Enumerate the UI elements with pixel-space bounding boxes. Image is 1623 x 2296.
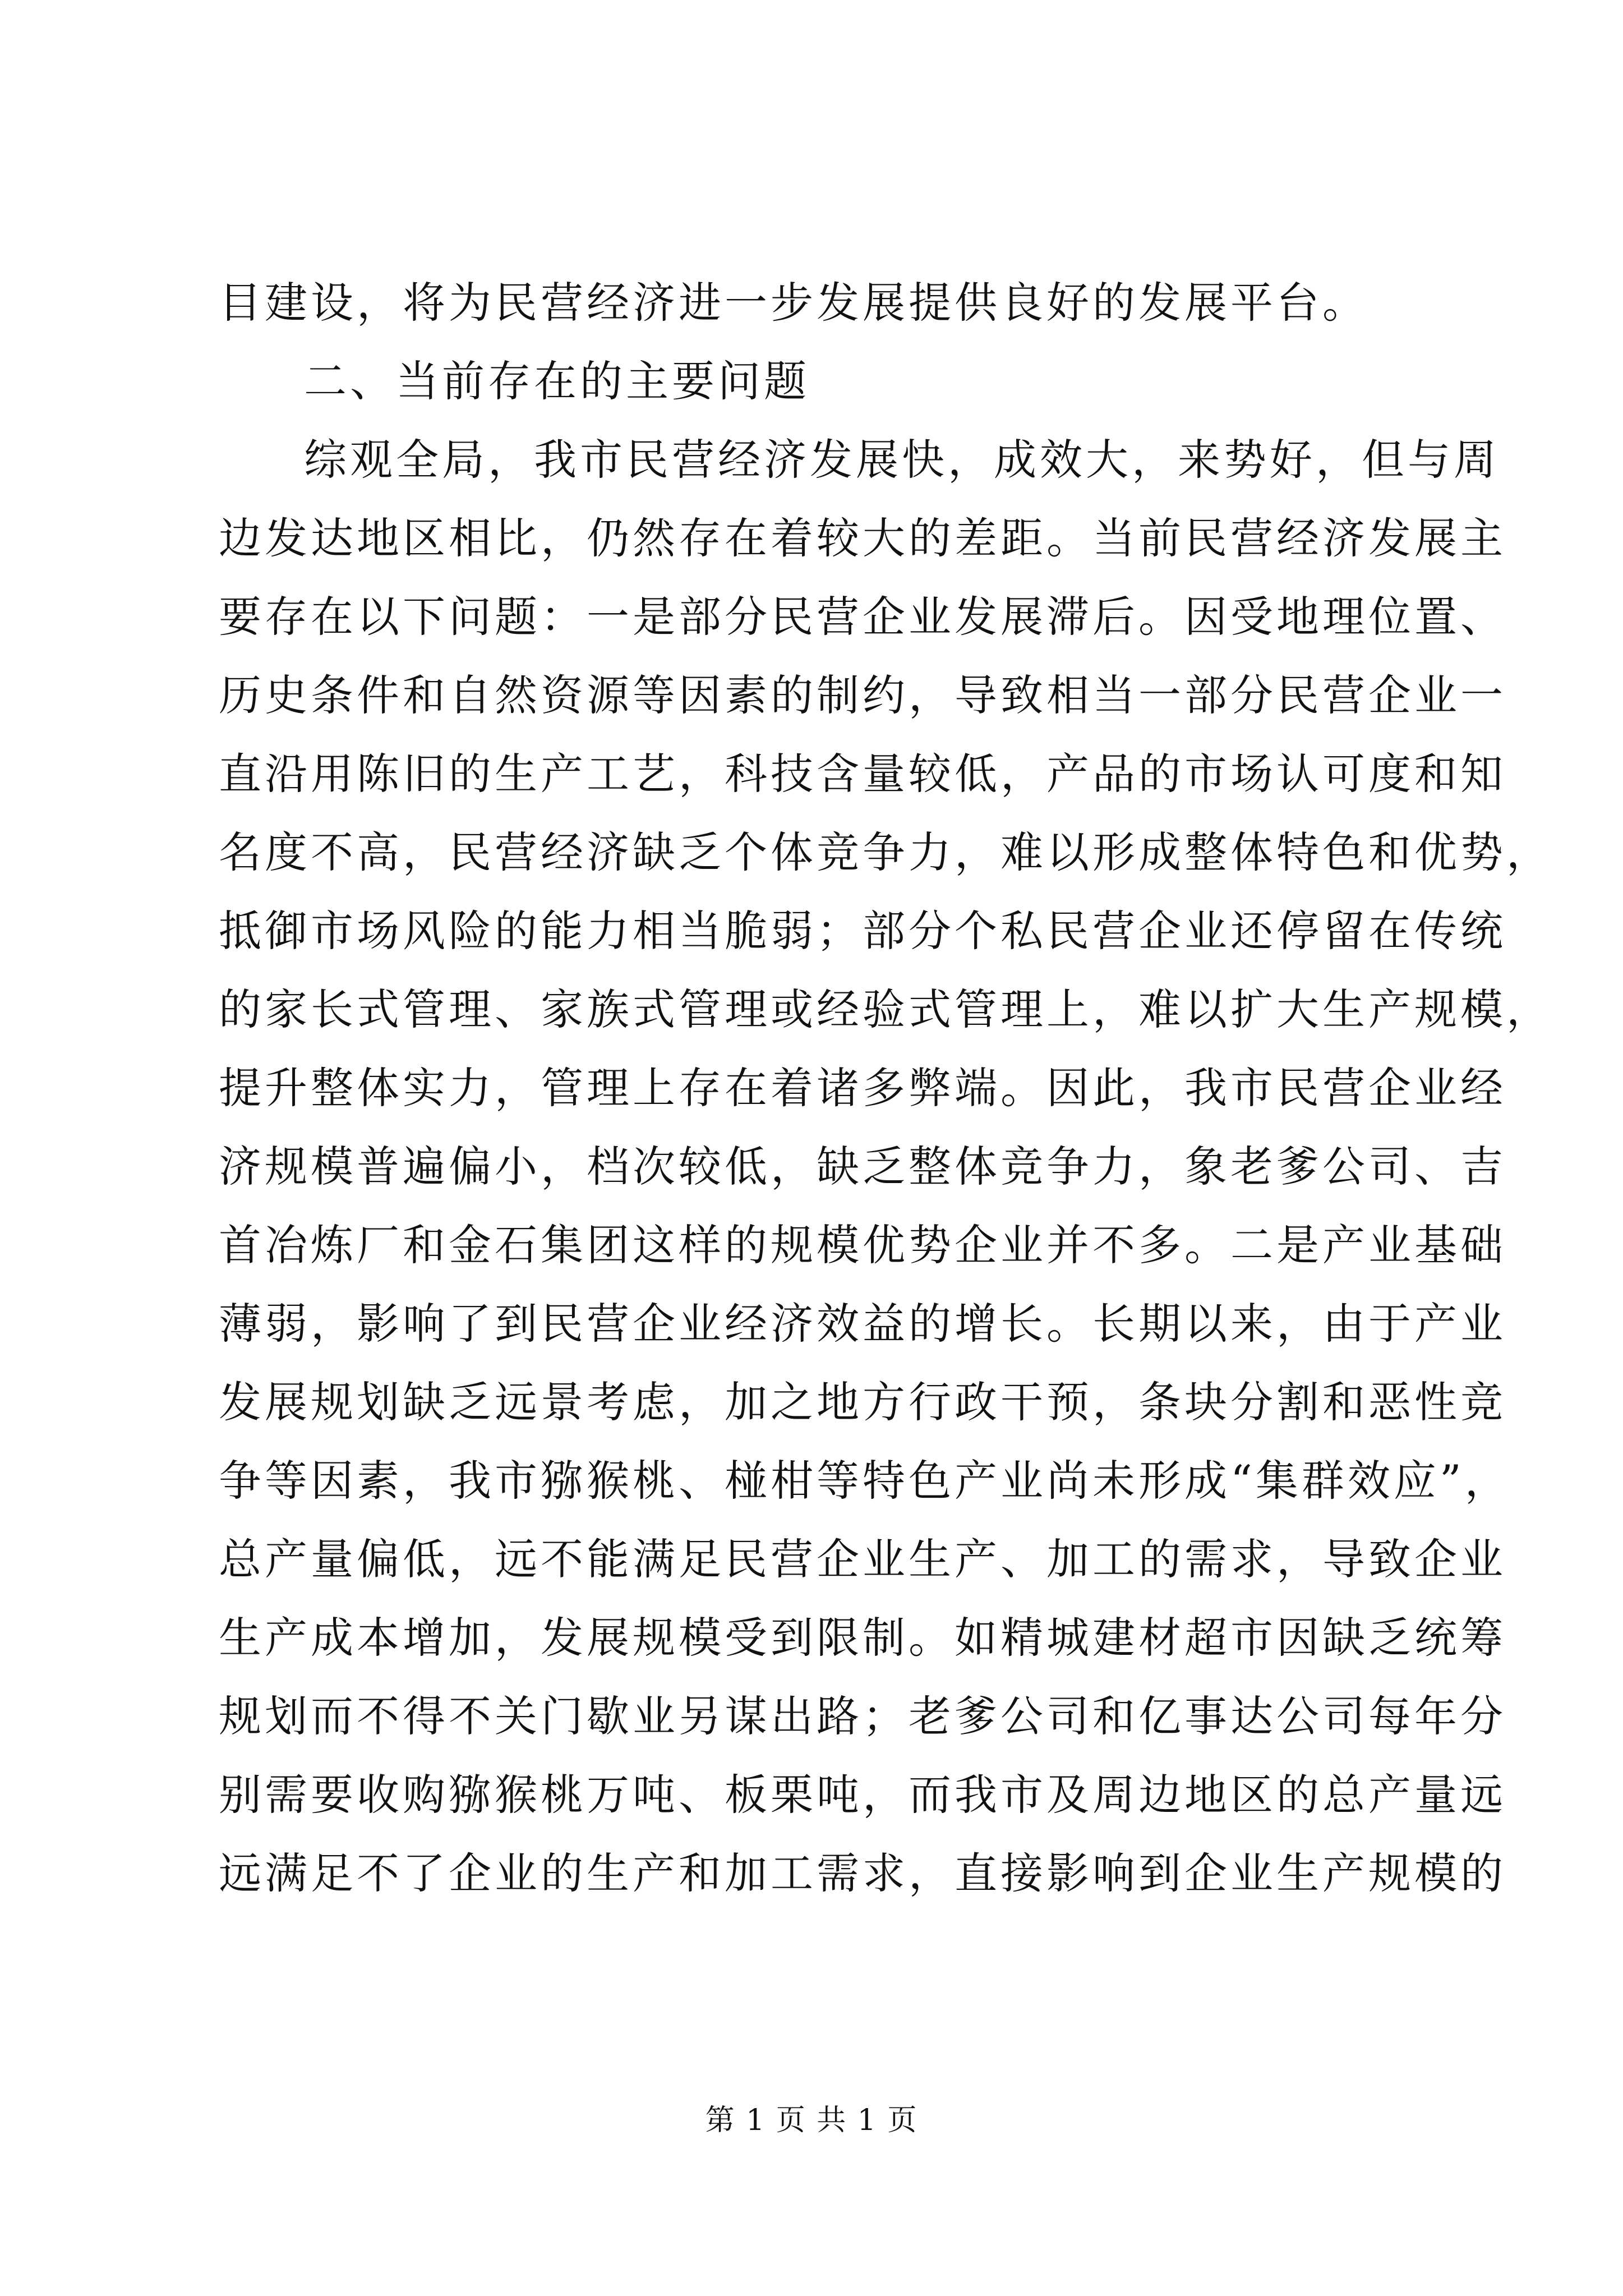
paragraph-line: 发展规划缺乏远景考虑，加之地方行政干预，条块分割和恶性竞 (219, 1377, 1506, 1427)
paragraph-line: 名度不高，民营经济缺乏个体竞争力，难以形成整体特色和优势， (219, 827, 1552, 877)
paragraph-line: 首冶炼厂和金石集团这样的规模优势企业并不多。二是产业基础 (219, 1220, 1506, 1270)
paragraph-line: 抵御市场风险的能力相当脆弱；部分个私民营企业还停留在传统 (219, 906, 1506, 956)
paragraph-line: 提升整体实力，管理上存在着诸多弊端。因此，我市民营企业经 (219, 1063, 1506, 1113)
page-footer (0, 2098, 1623, 2143)
paragraph-line: 边发达地区相比，仍然存在着较大的差距。当前民营经济发展主 (219, 513, 1506, 563)
document-body (219, 264, 1552, 1913)
page-number: 第 1 页 共 1 页 (705, 2104, 918, 2137)
paragraph-line: 远满足不了企业的生产和加工需求，直接影响到企业生产规模的 (219, 1848, 1506, 1898)
paragraph-line: 薄弱，影响了到民营企业经济效益的增长。长期以来，由于产业 (219, 1299, 1506, 1349)
paragraph-line: 生产成本增加，发展规模受到限制。如精城建材超市因缺乏统筹 (219, 1613, 1506, 1663)
paragraph-line: 要存在以下问题：一是部分民营企业发展滞后。因受地理位置、 (219, 592, 1506, 642)
paragraph-line: 总产量偏低，远不能满足民营企业生产、加工的需求，导致企业 (219, 1534, 1506, 1584)
paragraph-line: 别需要收购猕猴桃万吨、板栗吨，而我市及周边地区的总产量远 (219, 1770, 1506, 1820)
paragraph-line: 争等因素，我市猕猴桃、椪柑等特色产业尚未形成“集群效应”， (219, 1456, 1511, 1506)
paragraph-line: 历史条件和自然资源等因素的制约，导致相当一部分民营企业一 (219, 670, 1506, 720)
paragraph-line: 规划而不得不关门歇业另谋出路；老爹公司和亿事达公司每年分 (219, 1691, 1506, 1741)
paragraph-line: 综观全局，我市民营经济发展快，成效大，来势好，但与周 (304, 435, 1500, 485)
paragraph-line: 济规模普遍偏小，档次较低，缺乏整体竞争力，象老爹公司、吉 (219, 1142, 1506, 1191)
paragraph-line: 目建设，将为民营经济进一步发展提供良好的发展平台。 (219, 278, 1368, 328)
paragraph-line: 直沿用陈旧的生产工艺，科技含量较低，产品的市场认可度和知 (219, 749, 1506, 799)
paragraph-line: 的家长式管理、家族式管理或经验式管理上，难以扩大生产规模， (219, 984, 1552, 1034)
section-heading: 二、当前存在的主要问题 (304, 356, 810, 406)
